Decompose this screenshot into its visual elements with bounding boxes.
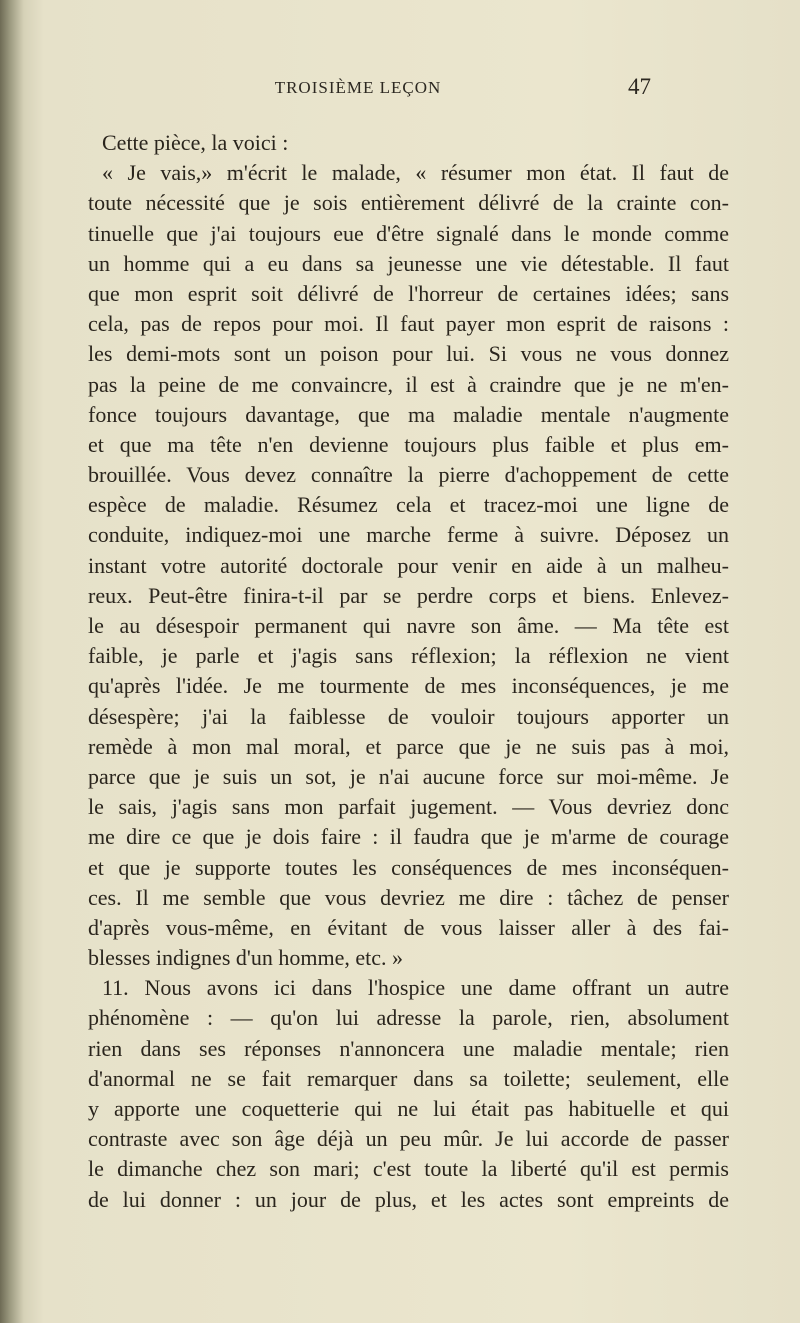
- text-line: blesses indignes d'un homme, etc. »: [88, 945, 403, 971]
- text-line: Cette pièce, la voici :: [102, 130, 289, 155]
- text-line: conduite, indiquez-moi une marche ferme à suivre. Déposez un: [88, 522, 729, 548]
- text-line: de lui donner : un jour de plus, et les actes sont empreints de: [88, 1186, 729, 1212]
- text-line: le dimanche chez son mari; c'est toute la liberté qu'il est permis: [88, 1156, 729, 1182]
- text-line: y apporte une coquetterie qui ne lui était pas habituelle et qui: [88, 1096, 729, 1121]
- text-line: le au désespoir permanent qui navre son âme. — Ma tête est: [88, 613, 729, 638]
- text-line: me dire ce que je dois faire : il faudra que je m'arme de courage: [88, 824, 729, 850]
- text-line: qu'après l'idée. Je me tourmente de mes inconséquences, je me: [88, 673, 729, 699]
- text-line: faible, je parle et j'agis sans réflexion; la réflexion ne vient: [88, 643, 729, 669]
- page-header: [0, 74, 800, 108]
- text-line: reux. Peut-être finira-t-il par se perdre corps et biens. Enlevez-: [88, 582, 729, 608]
- running-head: TROISIÈME LEÇON: [274, 78, 442, 97]
- text-line: désespère; j'ai la faiblesse de vouloir toujours apporter un: [88, 703, 729, 729]
- text-line: et que ma tête n'en devienne toujours plus faible et plus em-: [88, 431, 729, 457]
- text-line: 11. Nous avons ici dans l'hospice une dame offrant un autre: [102, 975, 729, 1001]
- text-line: cela, pas de repos pour moi. Il faut payer mon esprit de raisons :: [88, 311, 729, 337]
- text-line: remède à mon mal moral, et parce que je ne suis pas à moi,: [88, 733, 729, 759]
- text-line: les demi-mots sont un poison pour lui. Si vous ne vous donnez: [88, 341, 729, 367]
- text-line: instant votre autorité doctorale pour venir en aide à un malheu-: [88, 552, 729, 578]
- text-line: pas la peine de me convaincre, il est à craindre que je ne m'en-: [88, 371, 729, 397]
- text-line: parce que je suis un sot, je n'ai aucune force sur moi-même. Je: [88, 763, 729, 789]
- text-line: phénomène : — qu'on lui adresse la parole, rien, absolument: [88, 1005, 729, 1031]
- text-line: d'anormal ne se fait remarquer dans sa toilette; seulement, elle: [88, 1065, 729, 1091]
- body-text: [88, 128, 729, 1215]
- text-line: rien dans ses réponses n'annoncera une maladie mentale; rien: [88, 1035, 729, 1061]
- text-line: d'après vous-même, en évitant de vous laisser aller à des fai-: [88, 914, 729, 940]
- text-line: un homme qui a eu dans sa jeunesse une vie détestable. Il faut: [88, 250, 729, 276]
- text-line: que mon esprit soit délivré de l'horreur de certaines idées; sans: [88, 280, 729, 306]
- text-line: contraste avec son âge déjà un peu mûr. Je lui accorde de passer: [88, 1126, 729, 1152]
- text-line: toute nécessité que je sois entièrement délivré de la crainte con-: [88, 190, 729, 216]
- text-line: espèce de maladie. Résumez cela et tracez-moi une ligne de: [88, 492, 729, 518]
- text-line: fonce toujours davantage, que ma maladie mentale n'augmente: [88, 401, 729, 427]
- text-line: le sais, j'agis sans mon parfait jugement. — Vous devriez donc: [88, 794, 729, 820]
- page-number: 47: [628, 74, 651, 99]
- text-line: ces. Il me semble que vous devriez me dire : tâchez de penser: [88, 884, 729, 910]
- text-line: brouillée. Vous devez connaître la pierre d'achoppement de cette: [88, 462, 729, 488]
- text-line: « Je vais,» m'écrit le malade, « résumer mon état. Il faut de: [102, 160, 729, 186]
- text-line: et que je supporte toutes les conséquences de mes inconséquen-: [88, 854, 729, 880]
- text-line: tinuelle que j'ai toujours eue d'être signalé dans le monde comme: [88, 220, 729, 246]
